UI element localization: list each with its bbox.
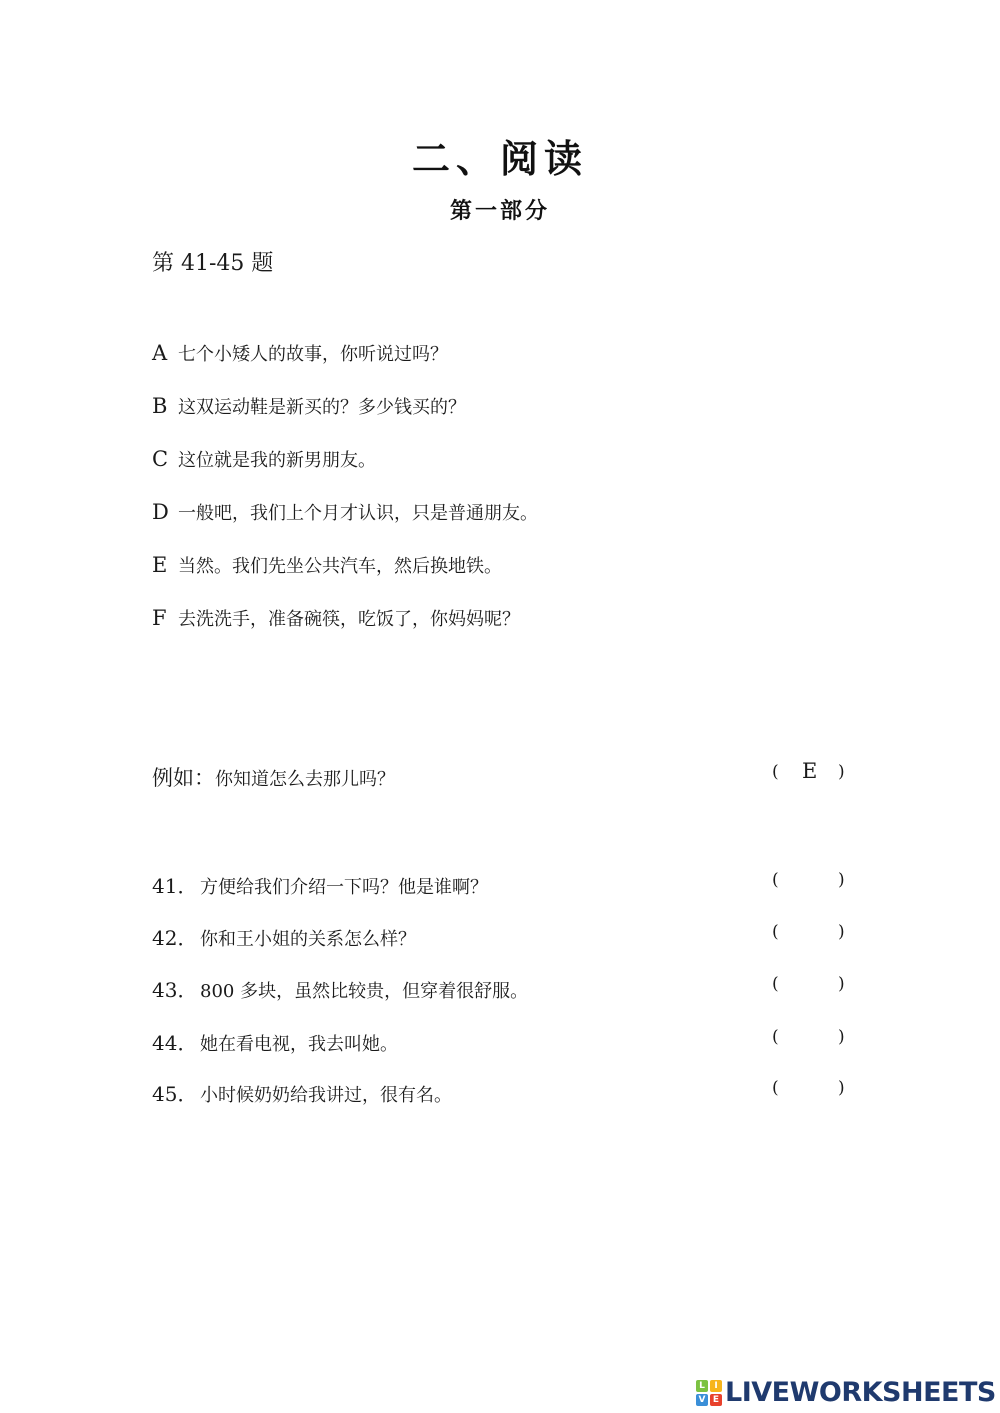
question-text: 你和王小姐的关系怎么样？: [200, 929, 416, 950]
question-45: [152, 1078, 852, 1107]
question-text: 她在看电视，我去叫她。: [200, 1034, 398, 1055]
question-text: 800 多块，虽然比较贵，但穿着很舒服。: [200, 981, 529, 1002]
open-paren: (: [772, 1078, 779, 1098]
option-f: [152, 605, 520, 631]
question-number: 43．: [152, 978, 198, 1002]
option-text: 这位就是我的新男朋友。: [178, 450, 376, 471]
example-answer: E: [802, 759, 818, 783]
option-text: 去洗洗手，准备碗筷，吃饭了，你妈妈呢？: [178, 609, 520, 630]
option-text: 当然。我们先坐公共汽车，然后换地铁。: [178, 556, 502, 577]
option-text: 一般吧，我们上个月才认识，只是普通朋友。: [178, 503, 538, 524]
logo-tile: E: [710, 1394, 722, 1406]
open-paren: (: [772, 922, 779, 942]
question-number: 42．: [152, 926, 198, 950]
question-44: [152, 1027, 852, 1056]
option-e: [152, 552, 502, 578]
example-row: [152, 759, 852, 792]
option-letter: C: [152, 447, 169, 471]
option-text: 这双运动鞋是新买的？多少钱买的？: [178, 397, 466, 418]
option-c: [152, 446, 376, 472]
option-d: [152, 499, 538, 525]
close-paren: ): [838, 922, 845, 942]
question-number: 44．: [152, 1031, 198, 1055]
page-title: 二、阅读: [411, 137, 588, 181]
question-41: [152, 870, 852, 899]
logo-tile: L: [696, 1380, 708, 1392]
close-paren: ): [838, 870, 845, 890]
question-42: [152, 922, 852, 951]
open-paren: (: [772, 974, 779, 994]
logo-tile: V: [696, 1394, 708, 1406]
logo-tile: I: [710, 1380, 722, 1392]
close-paren: ): [838, 974, 845, 994]
open-paren: (: [772, 1027, 779, 1047]
question-number: 41．: [152, 874, 198, 898]
close-paren: ): [838, 1027, 845, 1047]
close-paren: ): [838, 1078, 845, 1098]
question-43: [152, 974, 852, 1003]
question-range: 第 41-45 题: [152, 251, 274, 276]
live-tiles-icon: [696, 1380, 722, 1406]
option-letter: F: [152, 606, 167, 630]
option-letter: B: [152, 394, 168, 418]
example-label: 例如：: [152, 766, 215, 790]
option-b: [152, 393, 466, 419]
open-paren: (: [772, 870, 779, 890]
open-paren: (: [772, 762, 779, 782]
option-a: [152, 340, 448, 366]
option-letter: D: [152, 500, 169, 524]
example-text: 你知道怎么去那儿吗？: [215, 769, 395, 790]
logo-text: LIVEWORKSHEETS: [725, 1377, 996, 1408]
close-paren: ): [838, 762, 845, 782]
section-subtitle: 第一部分: [449, 199, 550, 224]
option-text: 七个小矮人的故事，你听说过吗？: [178, 344, 448, 365]
option-letter: E: [152, 553, 168, 577]
option-letter: A: [152, 341, 168, 365]
liveworksheets-logo: [696, 1377, 996, 1408]
question-number: 45．: [152, 1082, 198, 1106]
question-text: 方便给我们介绍一下吗？他是谁啊？: [200, 877, 488, 898]
question-text: 小时候奶奶给我讲过，很有名。: [200, 1085, 452, 1106]
